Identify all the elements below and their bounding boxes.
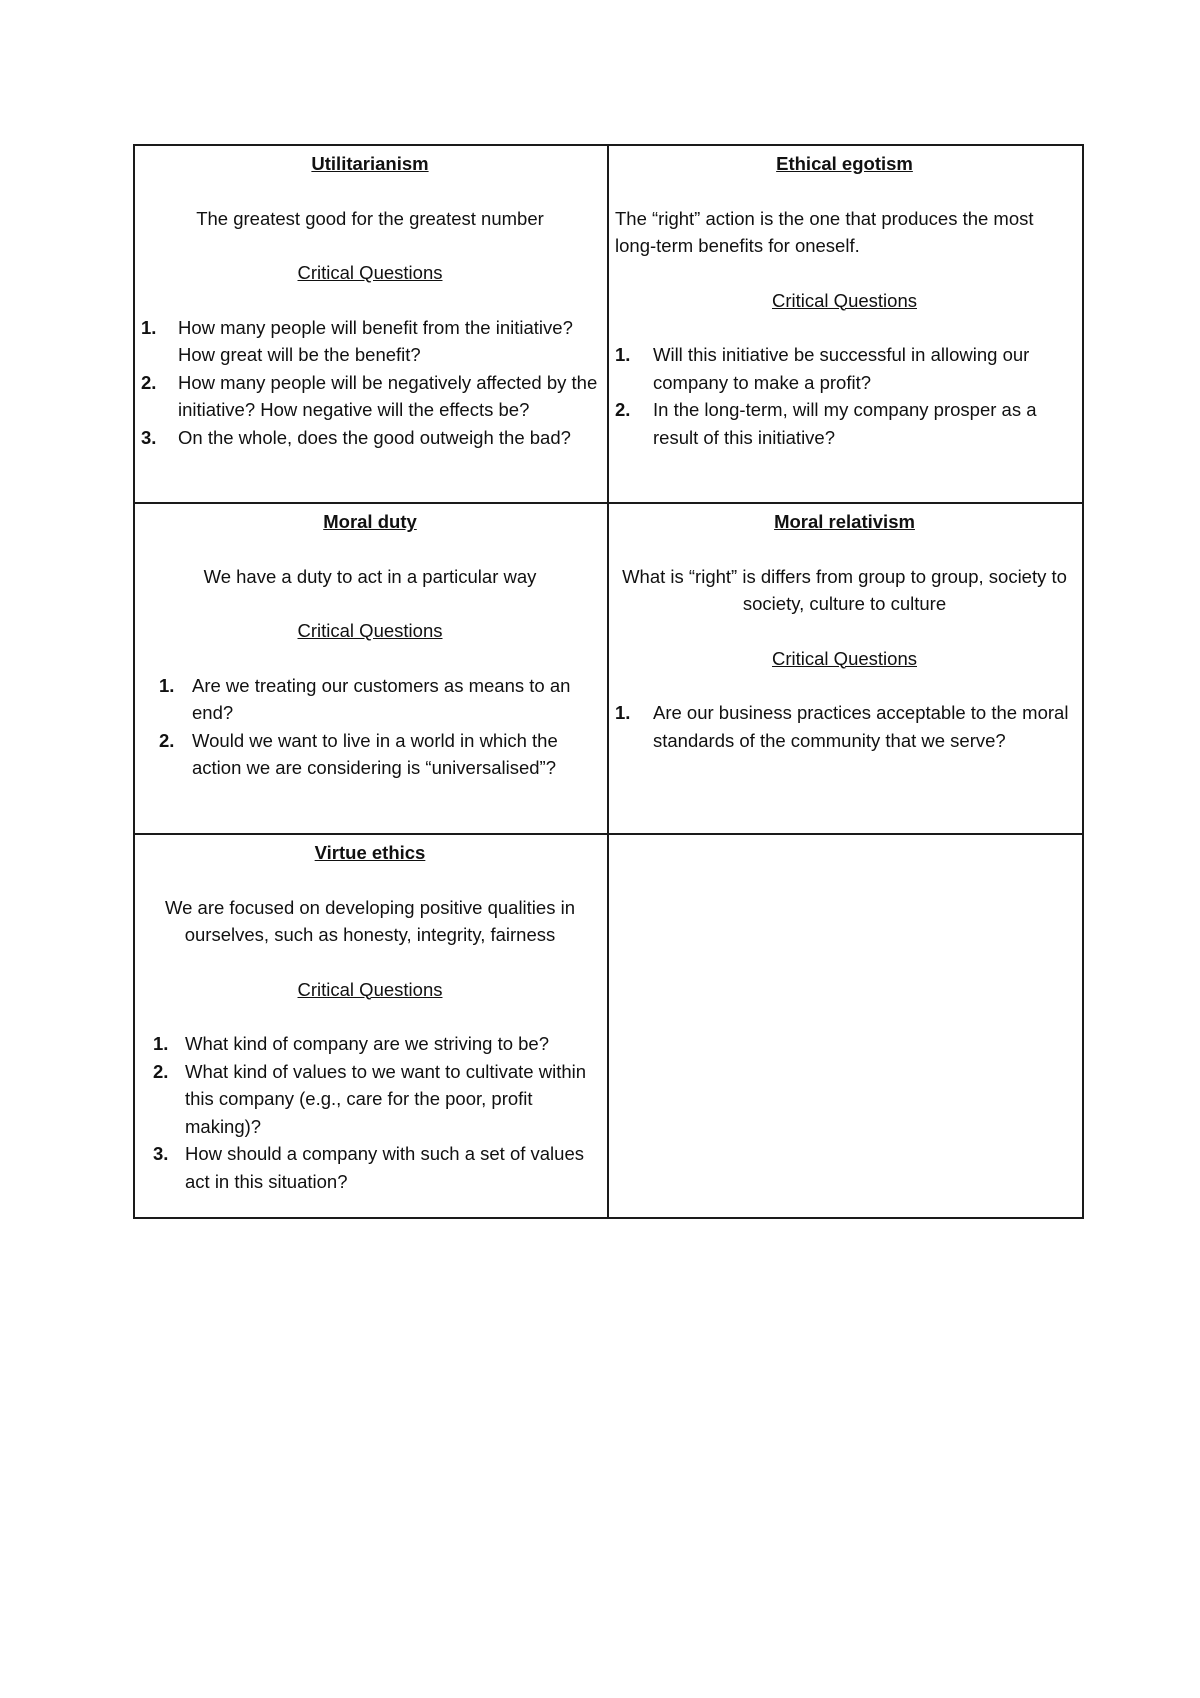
question-text: Will this initiative be successful in allowing our company to make a profit? xyxy=(653,344,1030,393)
cell-heading: Moral relativism xyxy=(774,511,915,532)
list-item xyxy=(141,369,599,424)
question-text: Are our business practices acceptable to the moral standards of the community that we serve? xyxy=(653,702,1069,751)
critical-questions-label: Critical Questions xyxy=(772,289,917,311)
ethical-egotism-cell xyxy=(608,145,1083,503)
list-item xyxy=(141,1030,599,1058)
question-list xyxy=(141,314,599,452)
cell-heading: Virtue ethics xyxy=(314,842,426,863)
question-list xyxy=(141,672,599,782)
empty-cell xyxy=(608,834,1083,1218)
question-text: What kind of values to we want to cultivate within this company (e.g., care for the poor, profit making)? xyxy=(185,1060,587,1137)
critical-questions-label: Critical Questions xyxy=(297,620,443,641)
list-item xyxy=(615,396,1074,451)
list-item xyxy=(141,727,599,782)
list-item xyxy=(615,341,1074,396)
question-text: Are we treating our customers as means to an end? xyxy=(192,674,571,723)
cell-description: We are focused on developing positive qualities in ourselves, such as honesty, integrity, fairness xyxy=(165,896,575,945)
list-item xyxy=(141,314,599,369)
cell-description: The greatest good for the greatest number xyxy=(196,207,544,229)
question-text: How should a company with such a set of values act in this situation? xyxy=(185,1143,584,1192)
list-item xyxy=(615,699,1074,754)
cell-heading: Utilitarianism xyxy=(311,153,429,174)
question-list xyxy=(141,1030,599,1195)
list-number: 1. xyxy=(615,344,631,365)
list-number: 2. xyxy=(615,399,631,420)
question-text: What kind of company are we striving to be? xyxy=(185,1033,550,1054)
list-number: 1. xyxy=(615,702,631,723)
virtue-ethics-cell xyxy=(134,834,608,1218)
question-text: How many people will benefit from the initiative? How great will be the benefit? xyxy=(178,316,573,365)
list-number: 1. xyxy=(159,674,175,696)
critical-questions-label: Critical Questions xyxy=(772,647,917,669)
list-item xyxy=(141,672,599,727)
question-text: Would we want to live in a world in which the action we are considering is “universalised”? xyxy=(192,729,558,778)
critical-questions-label: Critical Questions xyxy=(297,978,443,1000)
table-row xyxy=(134,834,1083,1218)
cell-description: The “right” action is the one that produces the most long-term benefits for oneself. xyxy=(615,207,1034,256)
cell-heading: Ethical egotism xyxy=(776,153,913,174)
list-item xyxy=(141,1140,599,1195)
moral-relativism-cell xyxy=(608,503,1083,834)
ethics-frameworks-table xyxy=(133,144,1084,1219)
cell-description: We have a duty to act in a particular way xyxy=(203,565,537,587)
list-item xyxy=(141,424,599,452)
list-number: 1. xyxy=(141,316,157,338)
list-number: 2. xyxy=(159,729,175,751)
utilitarianism-cell xyxy=(134,145,608,503)
list-number: 3. xyxy=(141,426,157,448)
question-text: On the whole, does the good outweigh the bad? xyxy=(178,426,571,448)
list-number: 2. xyxy=(141,371,157,393)
table-row xyxy=(134,503,1083,834)
moral-duty-cell xyxy=(134,503,608,834)
question-list xyxy=(615,699,1074,754)
question-text: In the long-term, will my company prosper as a result of this initiative? xyxy=(653,399,1037,448)
list-number: 2. xyxy=(153,1060,169,1082)
table-row xyxy=(134,145,1083,503)
list-item xyxy=(141,1058,599,1141)
list-number: 1. xyxy=(153,1033,169,1054)
critical-questions-label: Critical Questions xyxy=(297,262,443,283)
question-text: How many people will be negatively affected by the initiative? How negative will the effects be? xyxy=(178,371,598,420)
question-list xyxy=(615,341,1074,451)
list-number: 3. xyxy=(153,1143,169,1164)
cell-heading: Moral duty xyxy=(323,511,417,532)
cell-description: What is “right” is differs from group to group, society to society, culture to culture xyxy=(622,565,1067,614)
